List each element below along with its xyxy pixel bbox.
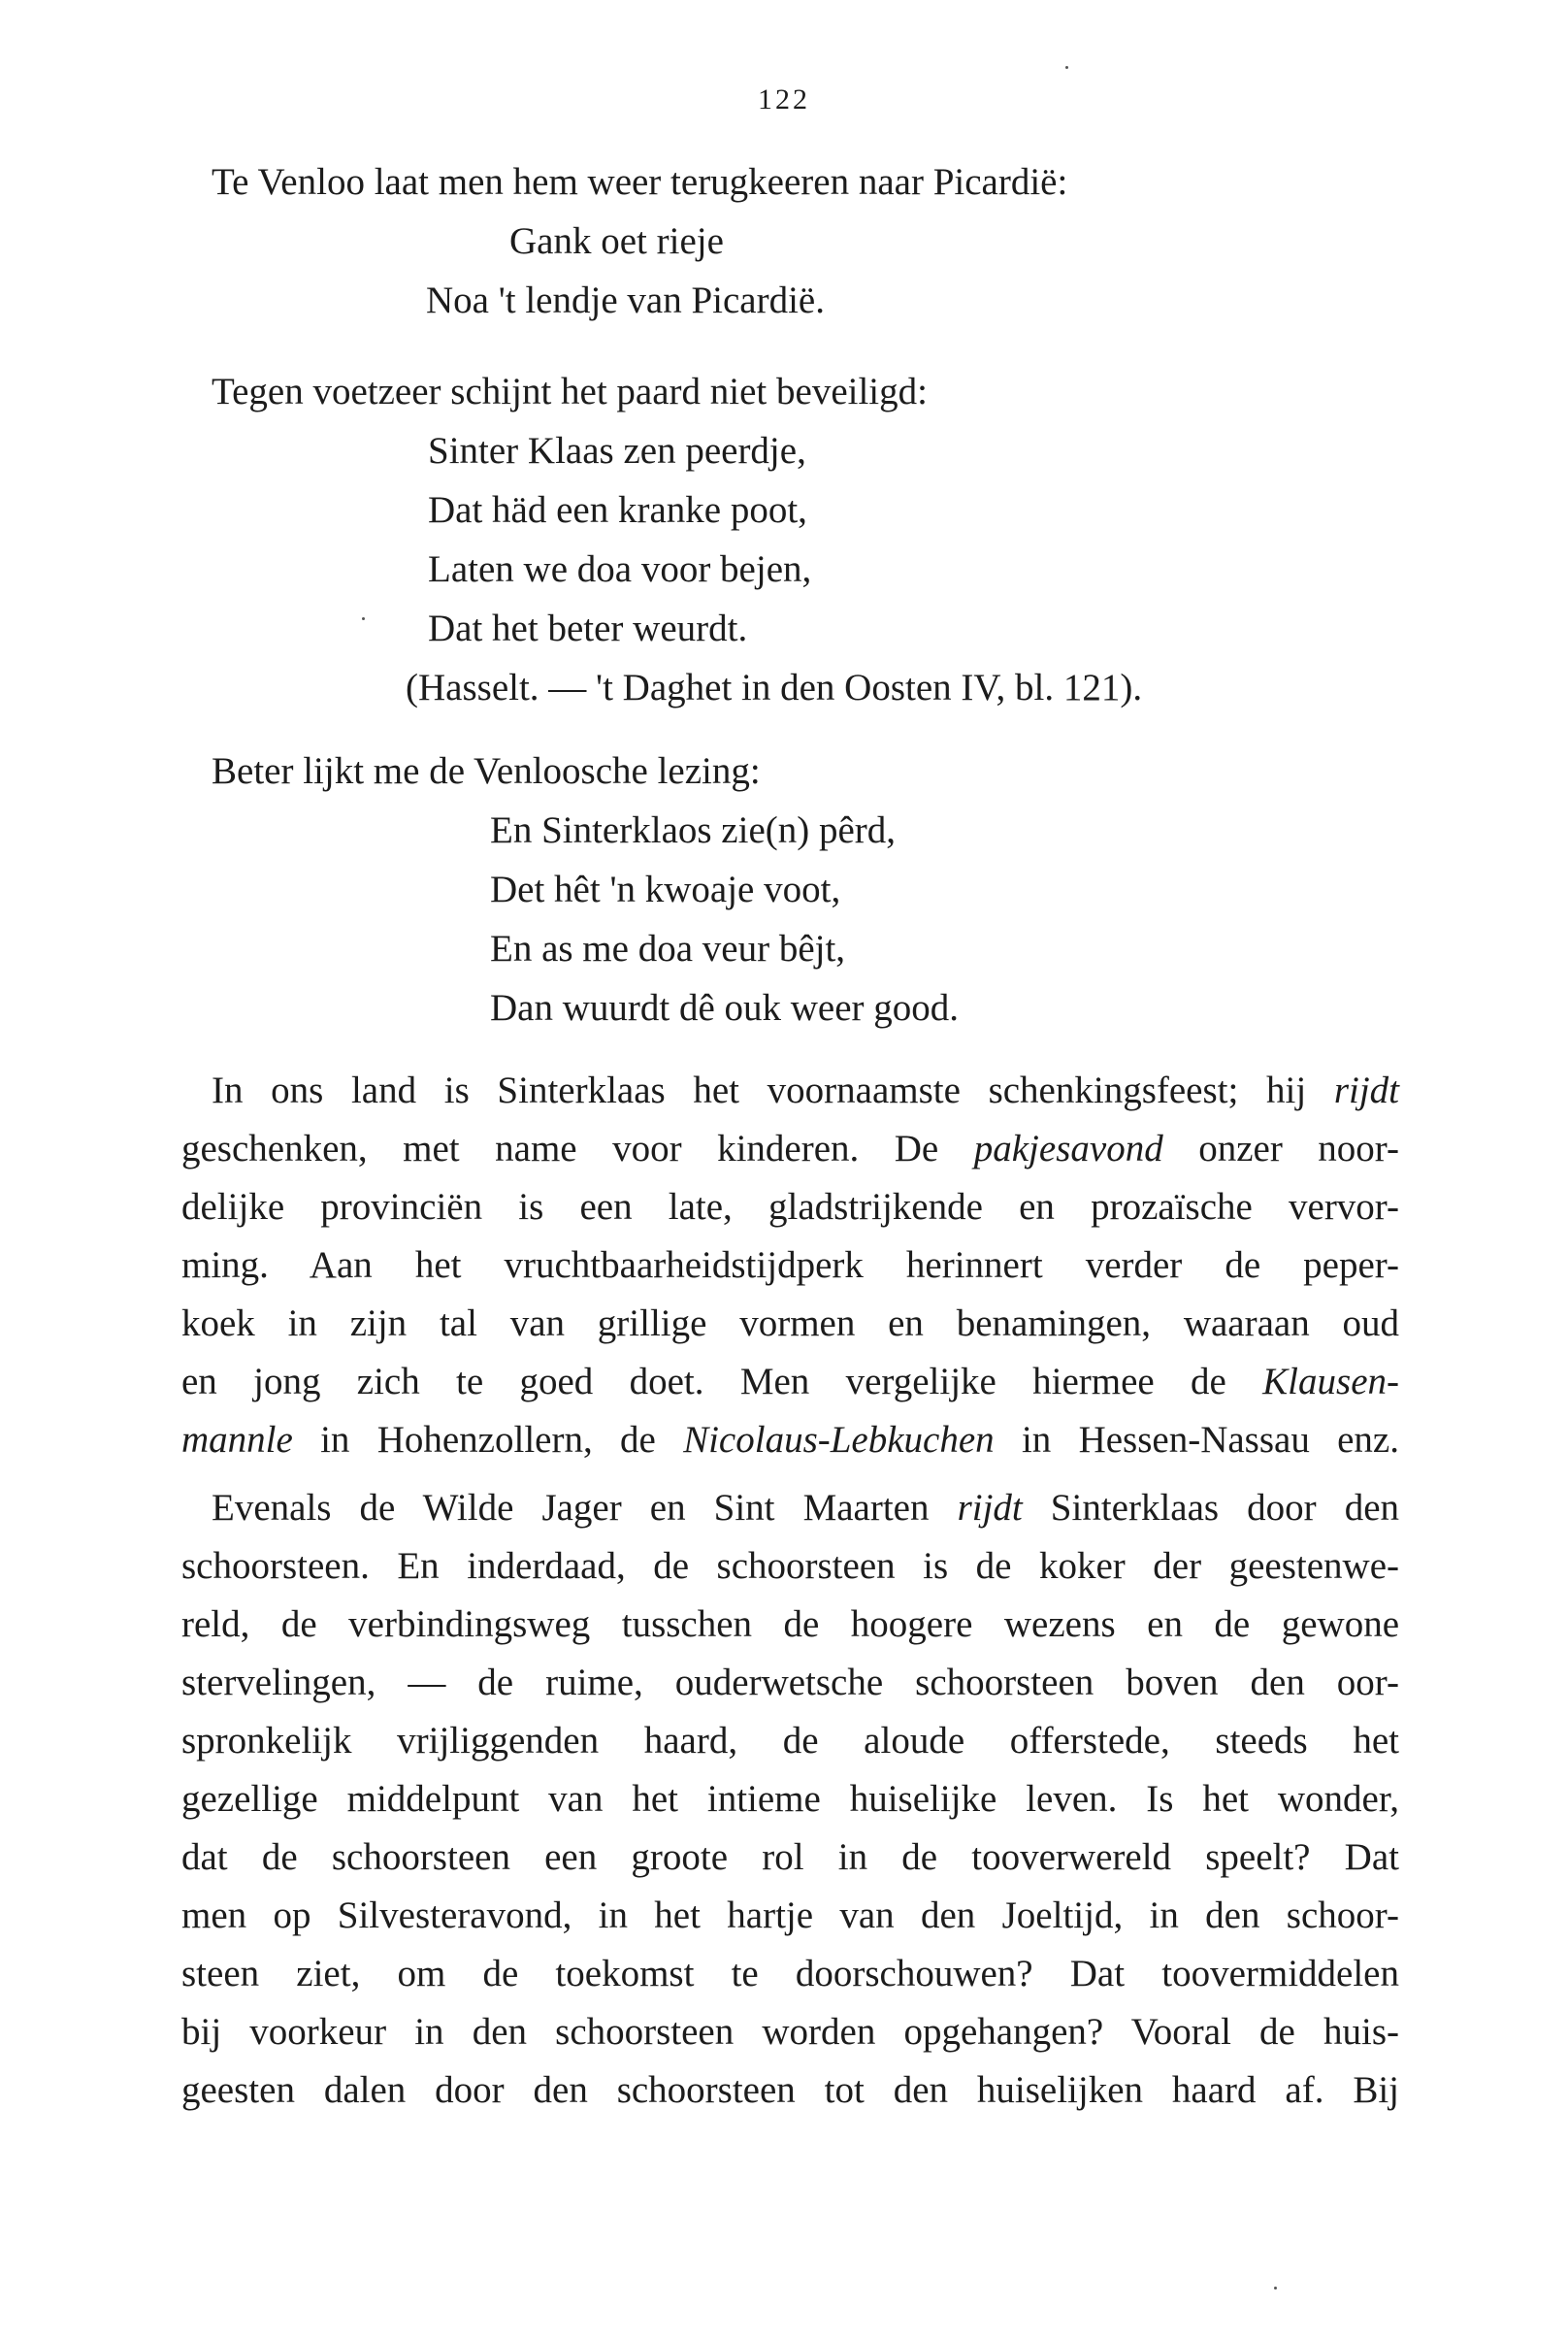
verse-line: Gank oet rieje	[509, 220, 724, 262]
verse-line: En Sinterklaos zie(n) pêrd,	[490, 809, 897, 851]
verse-line: Dat het beter weurdt.	[428, 608, 748, 649]
paragraph-line: gezellige middelpunt van het intieme huiselijke leven. Is het wonder,	[181, 1778, 1399, 1820]
paragraph-line: spronkelijk vrijliggenden haard, de aloude offerstede, steeds het	[181, 1720, 1399, 1762]
intro-venloosche: Beter lijkt me de Venloosche lezing:	[212, 750, 761, 792]
verse-line: Laten we doa voor bejen,	[428, 548, 812, 590]
intro-venloo: Te Venloo laat men hem weer terugkeeren naar Picardië:	[212, 161, 1068, 203]
italic-run: Klausen-	[1262, 1361, 1399, 1402]
verse-line: Dan wuurdt dê ouk weer good.	[490, 987, 960, 1029]
verse-line: Noa 't lendje van Picardië.	[426, 280, 825, 321]
paragraph-line	[181, 1125, 1399, 1173]
intro-voetzeer: Tegen voetzeer schijnt het paard niet beveiligd:	[212, 371, 928, 412]
verse-line: Det hêt 'n kwoaje voot,	[490, 869, 841, 910]
verse-line: Dat häd een kranke poot,	[428, 489, 807, 531]
text-run: in Hohenzollern, de	[292, 1419, 684, 1461]
page-number: 122	[758, 83, 810, 115]
italic-run: Nicolaus-Lebkuchen	[683, 1419, 995, 1461]
paragraph-line	[181, 1416, 1399, 1465]
paragraph-line: ming. Aan het vruchtbaarheidstijdperk herinnert verder de peper-	[181, 1244, 1399, 1286]
paragraph-line: schoorsteen. En inderdaad, de schoorsteen is de koker der geestenwe-	[181, 1545, 1399, 1587]
scan-speck	[1274, 2287, 1277, 2290]
text-run: onzer noor-	[1162, 1128, 1399, 1170]
paragraph-line: reld, de verbindingsweg tusschen de hoogere wezens en de gewone	[181, 1603, 1399, 1645]
paragraph-line: dat de schoorsteen een groote rol in de tooverwereld speelt? Dat	[181, 1836, 1399, 1878]
italic-run: rijdt	[1333, 1070, 1399, 1111]
paragraph-line: geesten dalen door den schoorsteen tot den huiselijken haard af. Bij	[181, 2069, 1399, 2111]
paragraph-line: steen ziet, om de toekomst te doorschouwen? Dat toovermiddelen	[181, 1953, 1399, 1994]
italic-run: rijdt	[957, 1487, 1023, 1529]
scan-speck	[362, 617, 365, 620]
paragraph-line: men op Silvesteravond, in het hartje van den Joeltijd, in den schoor-	[181, 1894, 1399, 1936]
text-run: Evenals de Wilde Jager en Sint Maarten	[212, 1487, 958, 1529]
text-run: in Hessen-Nassau enz.	[994, 1419, 1399, 1461]
paragraph-line	[212, 1067, 1399, 1115]
paragraph-line	[181, 1358, 1399, 1406]
paragraph-line: koek in zijn tal van grillige vormen en benamingen, waaraan oud	[181, 1302, 1399, 1344]
text-run: en jong zich te goed doet. Men vergelijke hiermee de	[181, 1361, 1263, 1402]
paragraph-line	[212, 1484, 1399, 1532]
verse-line: En as me doa veur bêjt,	[490, 928, 846, 970]
scan-speck	[1065, 66, 1068, 69]
verse-source: (Hasselt. — 't Daghet in den Oosten IV, bl. 121).	[406, 667, 1143, 708]
italic-run: mannle	[181, 1419, 293, 1461]
text-run: geschenken, met name voor kinderen. De	[181, 1128, 974, 1170]
verse-line: Sinter Klaas zen peerdje,	[428, 430, 806, 472]
paragraph-line: delijke provinciën is een late, gladstrijkende en prozaïsche vervor-	[181, 1186, 1399, 1228]
paragraph-line: bij voorkeur in den schoorsteen worden opgehangen? Vooral de huis-	[181, 2011, 1399, 2053]
text-run: In ons land is Sinterklaas het voornaamste schenkingsfeest; hij	[212, 1070, 1334, 1111]
text-run: Sinterklaas door den	[1022, 1487, 1399, 1529]
paragraph-line: stervelingen, — de ruime, ouderwetsche schoorsteen boven den oor-	[181, 1662, 1399, 1703]
italic-run: pakjesavond	[973, 1128, 1163, 1170]
